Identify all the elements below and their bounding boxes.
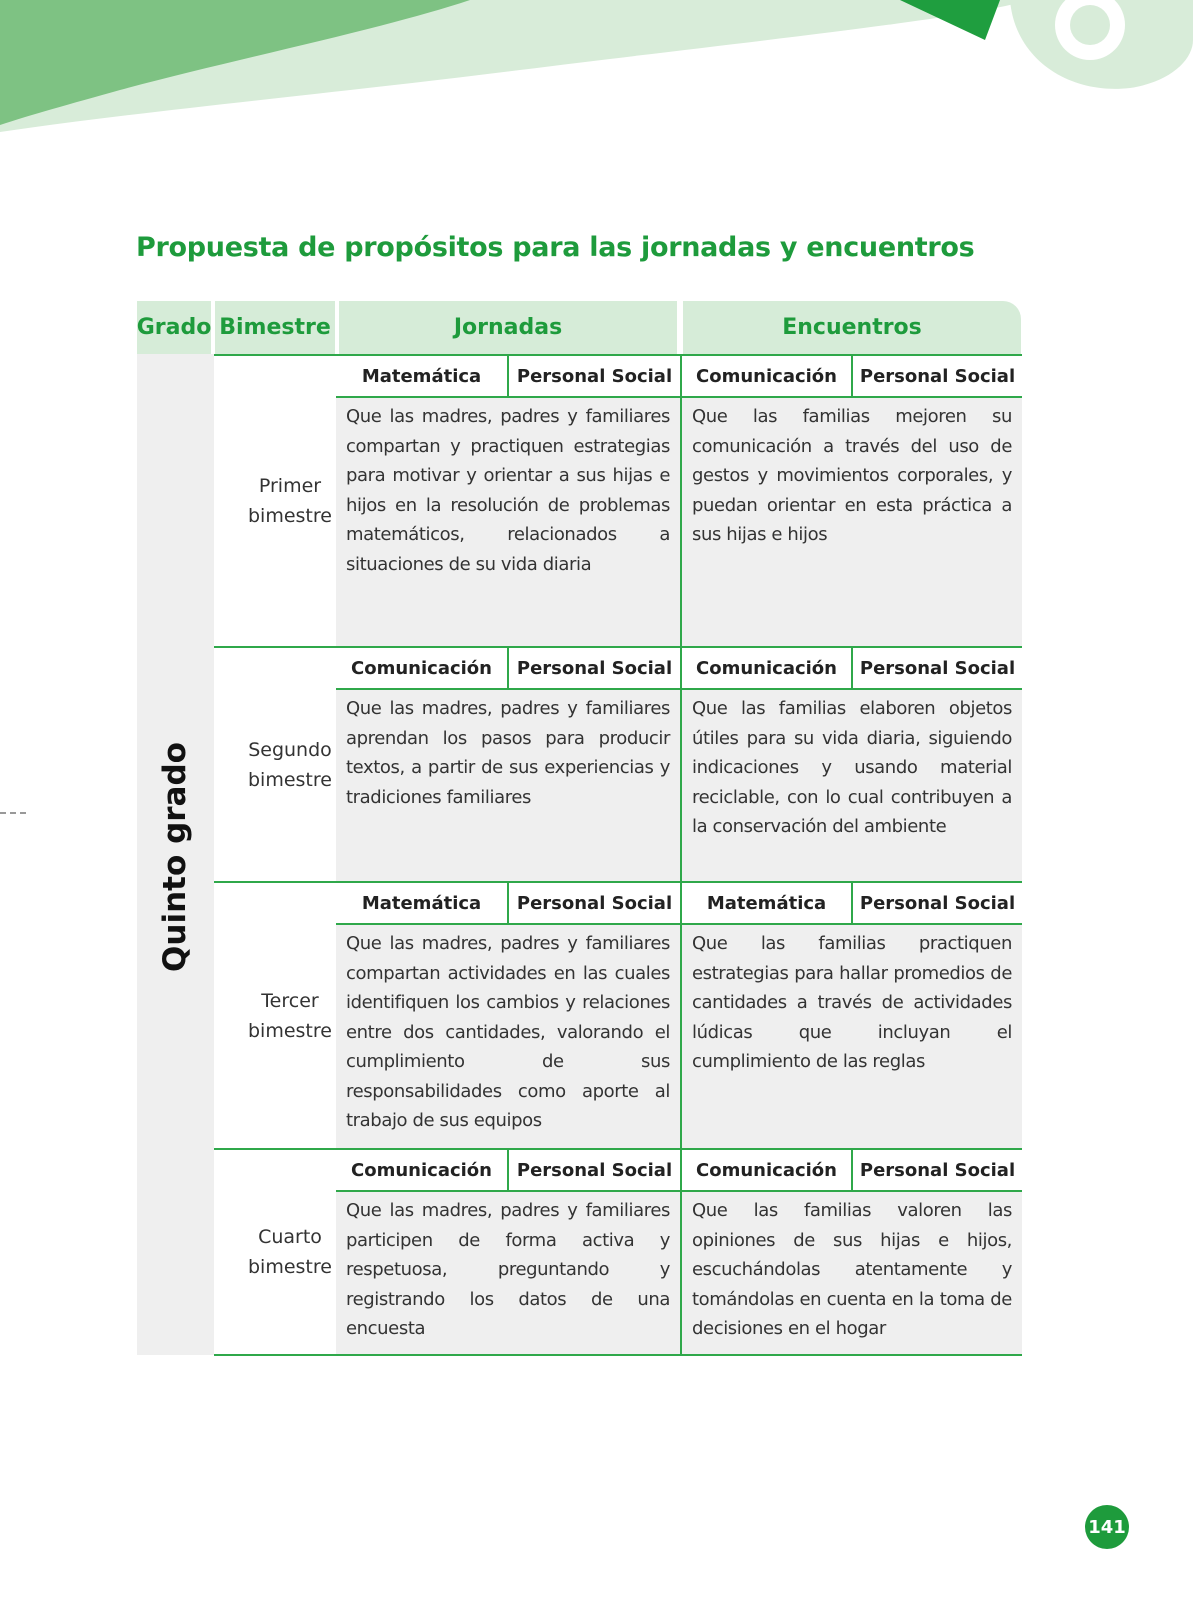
- area-label: Comunicación: [336, 648, 509, 688]
- jornadas-areas: [336, 356, 680, 398]
- jornadas-cell: [336, 356, 682, 646]
- decorative-header-wave: [0, 0, 1193, 140]
- header-encuentros: Encuentros: [683, 301, 1021, 354]
- grado-label: Quinto grado: [157, 742, 193, 972]
- encuentros-cell: [682, 883, 1022, 1148]
- area-label: Matemática: [682, 883, 853, 923]
- table-row: [214, 354, 1022, 648]
- encuentros-areas: [682, 648, 1022, 690]
- area-label: Personal Social: [859, 365, 1016, 387]
- table-row: [214, 883, 1022, 1150]
- bimestre-cell: Primer bimestre: [214, 356, 368, 646]
- table-row: [214, 1150, 1022, 1356]
- encuentros-purpose: Que las familias mejoren su comunicación a través del uso de gestos y movimientos corporales, y puedan orientar en esta práctica a sus hijas e hijos: [692, 406, 1012, 545]
- area-label: Comunicación: [336, 1150, 509, 1190]
- area-label: Matemática: [336, 356, 509, 396]
- page-number-badge: 141: [1085, 1505, 1129, 1549]
- encuentros-purpose: Que las familias elaboren objetos útiles para su vida diaria, siguiendo indicaciones y usando material reciclable, con lo cual contribuyen a la conservación del ambiente: [692, 698, 1012, 837]
- bimestre-cell: Cuarto bimestre: [214, 1150, 368, 1354]
- encuentros-cell: [682, 1150, 1022, 1354]
- area-label: Comunicación: [682, 1150, 853, 1190]
- area-label: Personal Social: [516, 1159, 673, 1181]
- jornadas-cell: [336, 1150, 682, 1354]
- area-label: Comunicación: [682, 356, 853, 396]
- area-label: Personal Social: [859, 657, 1016, 679]
- area-label: Matemática: [336, 883, 509, 923]
- area-label: Personal Social: [516, 657, 673, 679]
- jornadas-cell: [336, 648, 682, 881]
- jornadas-purpose: Que las madres, padres y familiares aprendan los pasos para producir textos, a partir de sus experiencias y tradiciones familiares: [346, 698, 670, 808]
- encuentros-areas: [682, 1150, 1022, 1192]
- header-bimestre: Bimestre: [215, 301, 335, 354]
- encuentros-areas: [682, 356, 1022, 398]
- encuentros-cell: [682, 356, 1022, 646]
- jornadas-cell: [336, 883, 682, 1148]
- jornadas-areas: [336, 883, 680, 925]
- area-label: Personal Social: [516, 365, 673, 387]
- encuentros-purpose: Que las familias practiquen estrategias para hallar promedios de cantidades a través de actividades lúdicas que incluyan el cumplimiento de las reglas: [692, 933, 1012, 1072]
- bimestre-cell: Segundo bimestre: [214, 648, 368, 881]
- area-label: Personal Social: [859, 892, 1016, 914]
- area-label: Comunicación: [682, 648, 853, 688]
- cut-line-divider: [0, 812, 26, 814]
- header-grado: Grado: [137, 301, 211, 354]
- area-label: Personal Social: [859, 1159, 1016, 1181]
- jornadas-areas: [336, 648, 680, 690]
- jornadas-purpose: Que las madres, padres y familiares compartan actividades en las cuales identifiquen los cambios y relaciones entre dos cantidades, valorando el cumplimiento de sus responsabilidades como aporte al trabajo de sus equipos: [346, 933, 670, 1131]
- encuentros-areas: [682, 883, 1022, 925]
- jornadas-purpose: Que las madres, padres y familiares compartan y practiquen estrategias para motivar y orientar a sus hijas e hijos en la resolución de problemas matemáticos, relacionados a situaciones de su vida diaria: [346, 406, 670, 575]
- table-row: [214, 648, 1022, 883]
- header-jornadas: Jornadas: [339, 301, 677, 354]
- jornadas-purpose: Que las madres, padres y familiares participen de forma activa y respetuosa, preguntando y registrando los datos de una encuesta: [346, 1200, 670, 1339]
- area-label: Personal Social: [516, 892, 673, 914]
- bimestre-cell: Tercer bimestre: [214, 883, 368, 1148]
- encuentros-cell: [682, 648, 1022, 881]
- page-title: Propuesta de propósitos para las jornadas y encuentros: [136, 232, 975, 263]
- grado-column: [137, 354, 216, 1355]
- encuentros-purpose: Que las familias valoren las opiniones de sus hijas e hijos, escuchándolas atentamente y tomándolas en cuenta en la toma de decisiones en el hogar: [692, 1200, 1012, 1339]
- jornadas-areas: [336, 1150, 680, 1192]
